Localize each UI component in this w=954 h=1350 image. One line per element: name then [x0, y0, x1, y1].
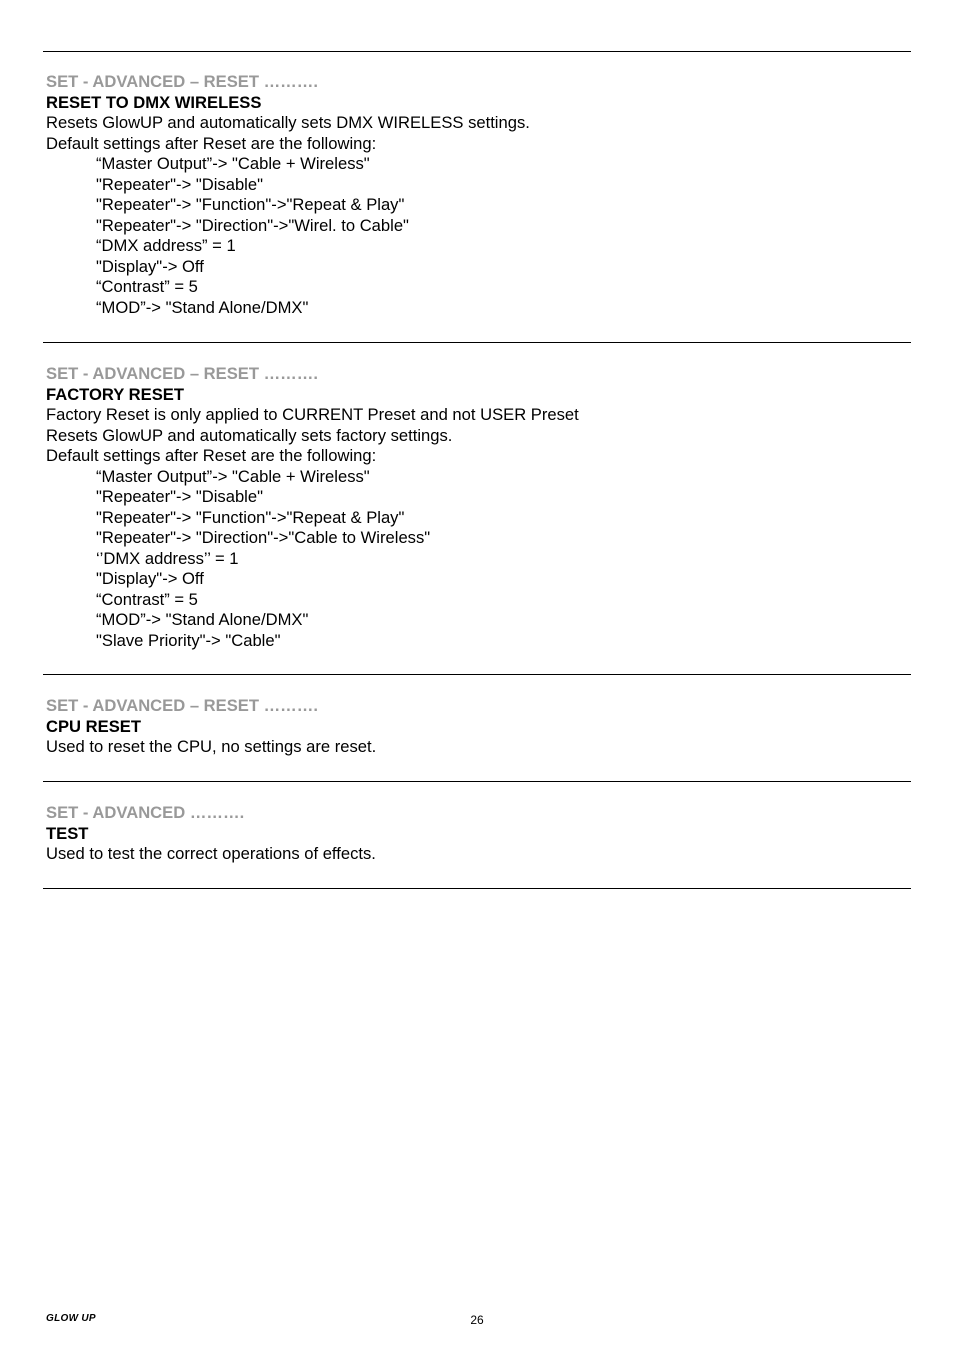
body-line: Used to test the correct operations of effects.: [46, 844, 376, 863]
section-divider: [43, 342, 911, 343]
footer-brand: GLOW UP: [46, 1313, 96, 1324]
setting-item: "Repeater"-> "Function"->"Repeat & Play": [96, 507, 405, 527]
setting-item: "Repeater"-> "Direction"->"Cable to Wireless": [96, 528, 431, 547]
setting-item: "Slave Priority"-> "Cable": [96, 630, 281, 650]
top-rule: [43, 51, 911, 52]
section-test: [46, 803, 906, 865]
body-line: Resets GlowUP and automatically sets DMX WIRELESS settings.: [46, 113, 530, 132]
setting-item: "Repeater"-> "Direction"->"Wirel. to Cable": [96, 215, 409, 235]
setting-item: “Master Output”-> "Cable + Wireless": [96, 466, 370, 486]
menu-path: SET - ADVANCED – RESET ……….: [46, 72, 318, 91]
setting-item: “MOD”-> "Stand Alone/DMX": [96, 610, 309, 629]
body-line: Factory Reset is only applied to CURRENT Preset and not USER Preset: [46, 405, 579, 424]
setting-item: "Repeater"-> "Disable": [96, 174, 263, 194]
setting-item: "Repeater"-> "Function"->"Repeat & Play": [96, 195, 405, 214]
setting-item: “Contrast” = 5: [96, 277, 198, 296]
setting-item: "Repeater"-> "Disable": [96, 487, 263, 506]
setting-item: “DMX address” = 1: [96, 236, 236, 255]
section-reset-dmx-wireless: [46, 72, 906, 318]
menu-path: SET - ADVANCED – RESET ……….: [46, 696, 318, 715]
section-heading: FACTORY RESET: [46, 384, 184, 404]
menu-path: SET - ADVANCED – RESET ……….: [46, 364, 318, 383]
setting-item: ‘’DMX address’’ = 1: [96, 548, 239, 568]
page-number: 26: [470, 1313, 484, 1327]
setting-item: "Display"-> Off: [96, 569, 204, 588]
body-line: Used to reset the CPU, no settings are reset.: [46, 737, 377, 756]
section-heading: RESET TO DMX WIRELESS: [46, 92, 262, 112]
body-line: Resets GlowUP and automatically sets factory settings.: [46, 425, 453, 445]
section-heading: TEST: [46, 823, 89, 843]
setting-item: “MOD”-> "Stand Alone/DMX": [96, 297, 309, 317]
section-divider: [43, 781, 911, 782]
section-cpu-reset: [46, 696, 906, 758]
section-factory-reset: [46, 364, 906, 651]
section-divider: [43, 888, 911, 889]
setting-item: "Display"-> Off: [96, 256, 204, 276]
setting-item: “Master Output”-> "Cable + Wireless": [96, 154, 370, 173]
setting-item: “Contrast” = 5: [96, 589, 198, 609]
section-heading: CPU RESET: [46, 716, 141, 736]
menu-path: SET - ADVANCED ……….: [46, 803, 245, 822]
body-line: Default settings after Reset are the following:: [46, 133, 377, 153]
body-line: Default settings after Reset are the following:: [46, 446, 377, 465]
section-divider: [43, 674, 911, 675]
